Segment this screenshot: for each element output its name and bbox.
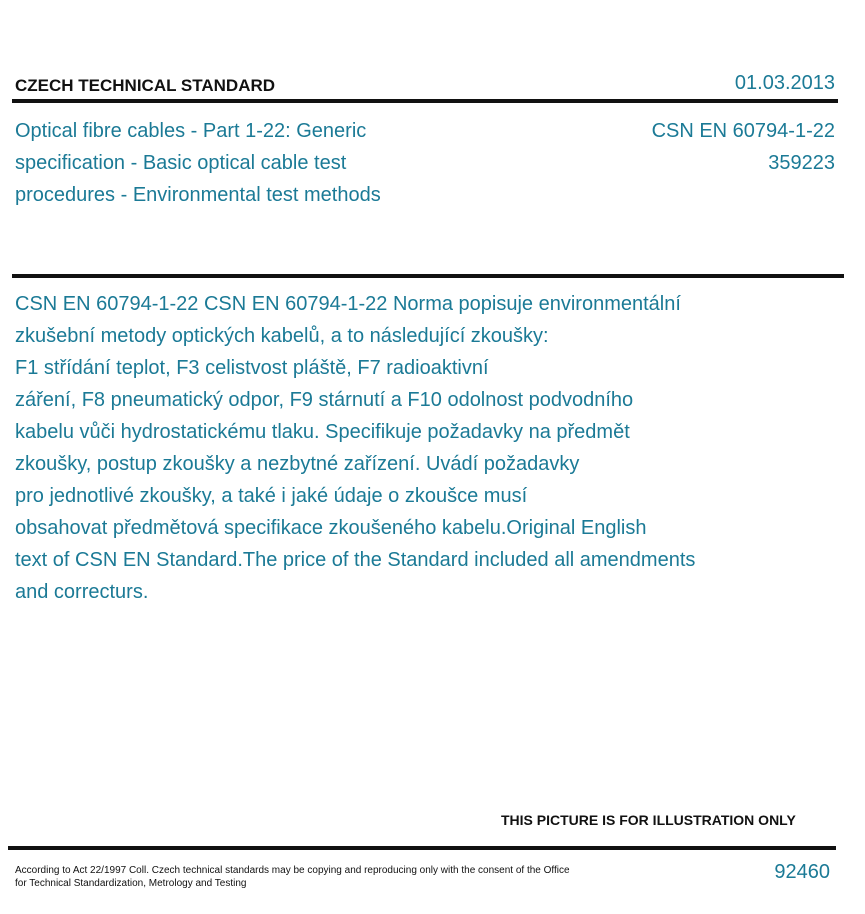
standard-description: CSN EN 60794-1-22 CSN EN 60794-1-22 Norma popisuje environmentální zkušební metody optických kabelů, a to následující zkoušky: F1 střídání teplot, F3 celistvost pláště, F7 radioaktivní záření, F8 pneumatický odpor, F9 stárnutí a F10 odolnost podvodního kabelu vůči hydrostatickému tlaku. Specifikuje požadavky na předmět zkoušky, postup zkoušky a nezbytné zařízení. Uvádí požadavky pro jednotlivé zkoušky, a také i jaké údaje o zkoušce musí obsahovat předmětová specifikace zkoušeného kabelu.Original English text of CSN EN Standard.The price of the Standard included all amendments and correcturs. — [15, 293, 696, 603]
header-divider — [12, 99, 838, 103]
title-divider — [12, 274, 844, 278]
legal-notice: According to Act 22/1997 Coll. Czech technical standards may be copying and reproducing only with the consent of the Office for Technical Standardization, Metrology and Testing — [15, 865, 570, 889]
illustration-note: THIS PICTURE IS FOR ILLUSTRATION ONLY — [501, 812, 796, 828]
standard-type-label: CZECH TECHNICAL STANDARD — [15, 76, 276, 95]
standard-codes — [652, 115, 835, 179]
document-number: 92460 — [774, 861, 830, 883]
standard-title: Optical fibre cables - Part 1-22: Generic specification - Basic optical cable test procedures - Environmental test methods — [15, 120, 381, 206]
standard-code: CSN EN 60794-1-22 — [651, 120, 835, 142]
class-number: 359223 — [768, 152, 835, 174]
footer-divider — [8, 846, 836, 850]
publication-date: 01.03.2013 — [734, 72, 835, 94]
